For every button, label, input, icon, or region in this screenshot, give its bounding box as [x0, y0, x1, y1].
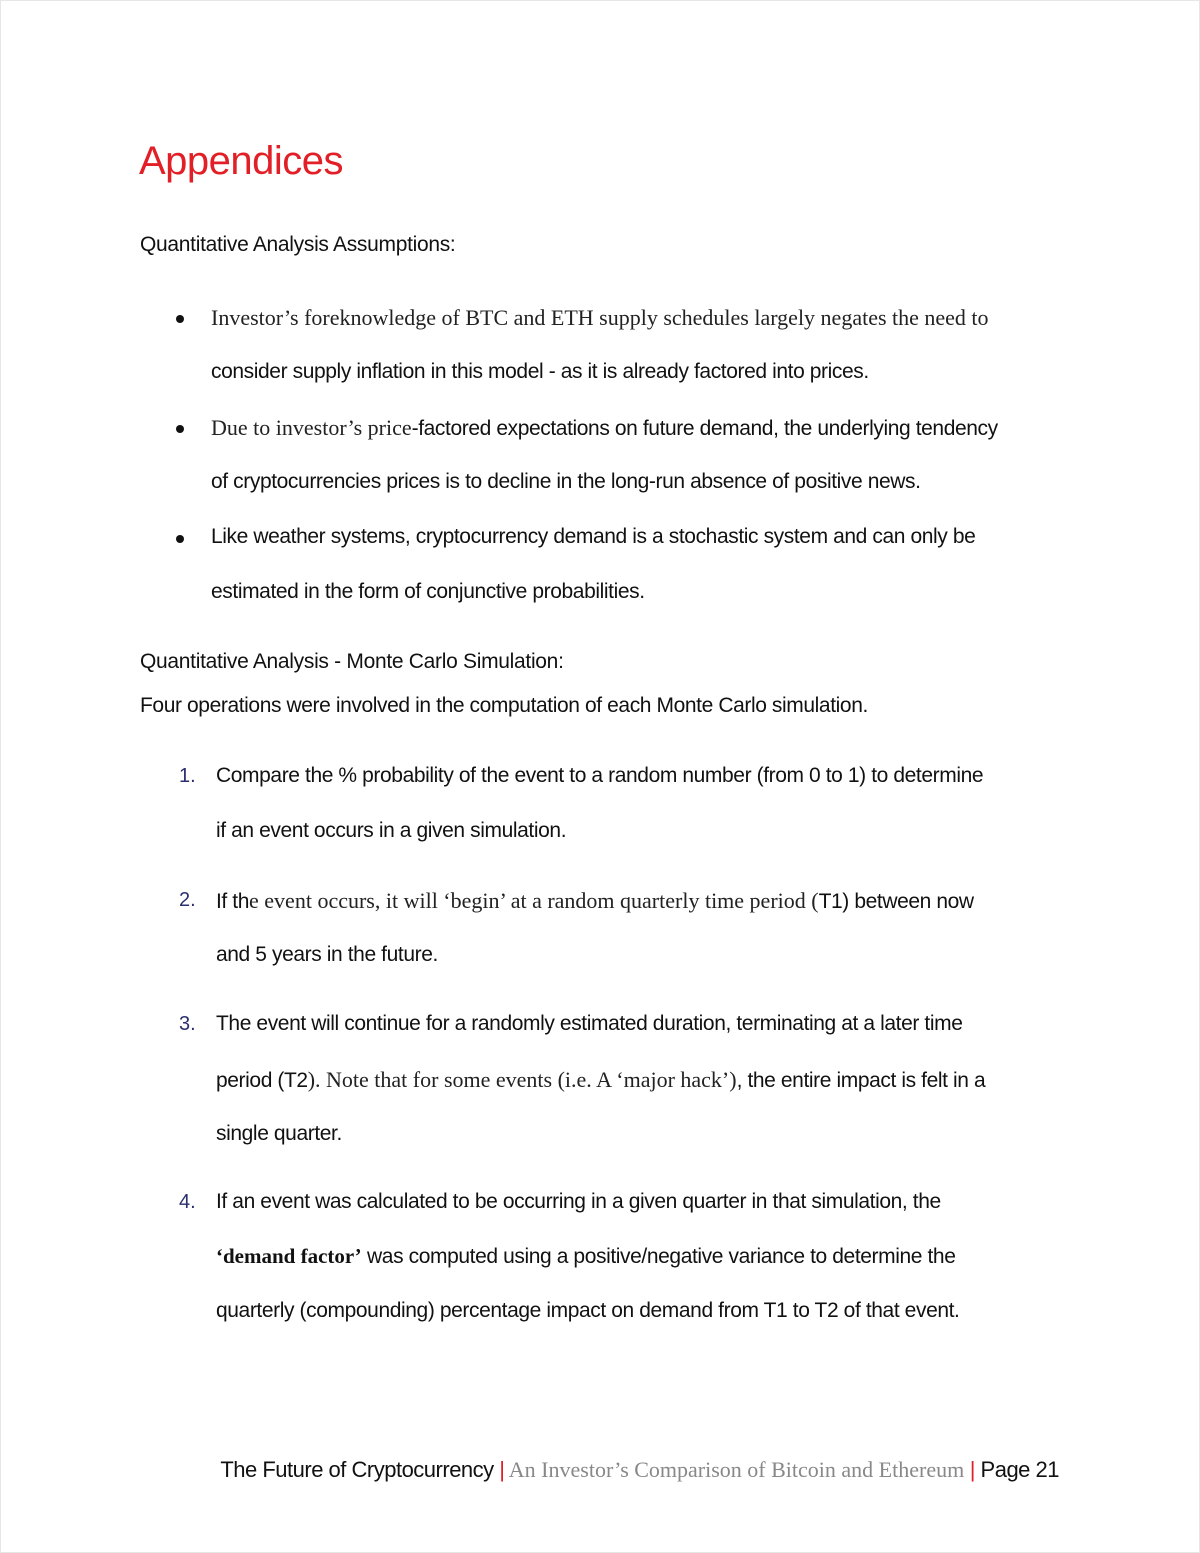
footer-subtitle: An Investor’s Comparison of Bitcoin and Ethereum [504, 1457, 970, 1482]
list-text: If th [216, 890, 250, 913]
footer-separator: | [969, 1457, 975, 1482]
list-text: period (T2 [216, 1069, 308, 1092]
section-heading-monte-carlo: Quantitative Analysis - Monte Carlo Simulation: [140, 650, 564, 673]
bullet-text: estimated in the form of conjunctive probabilities. [211, 580, 645, 603]
list-text: and 5 years in the future. [216, 943, 438, 966]
bullet-line [211, 415, 998, 441]
bullet-text: Investor’s foreknowledge of BTC and ETH supply schedules largely negates the need to [211, 305, 989, 330]
list-text: If an event was calculated to be occurring in a given quarter in that simulation, the [216, 1190, 941, 1213]
list-line [216, 1067, 985, 1093]
list-text: ). Note that for some events (i.e. A ‘major hack’) [307, 1067, 737, 1092]
list-number: 2. [179, 889, 196, 911]
bullet-text: Like weather systems, cryptocurrency demand is a stochastic system and can only be [211, 525, 976, 548]
footer-separator: | [499, 1457, 505, 1482]
bullet-text: Due to investor’s price [211, 415, 412, 440]
section-heading-assumptions: Quantitative Analysis Assumptions: [140, 233, 456, 256]
bullet-icon [176, 315, 184, 323]
list-number: 4. [179, 1191, 196, 1213]
intro-paragraph: Four operations were involved in the computation of each Monte Carlo simulation. [140, 694, 868, 717]
bullet-text: consider supply inflation in this model - as it is already factored into prices. [211, 360, 869, 383]
list-text: was computed using a positive/negative variance to determine the [361, 1245, 956, 1268]
bullet-line [211, 305, 989, 331]
list-text: e event occurs, it will ‘begin’ at a random quarterly time period ( [249, 888, 819, 913]
list-text: single quarter. [216, 1122, 342, 1145]
footer-page-number: Page 21 [974, 1457, 1059, 1482]
footer-title: The Future of Cryptocurrency [220, 1457, 500, 1482]
list-text: ‘demand factor’ [216, 1244, 362, 1268]
list-text: quarterly (compounding) percentage impact on demand from T1 to T2 of that event. [216, 1299, 960, 1322]
list-number: 1. [179, 765, 196, 787]
list-text: Compare the % probability of the event to a random number (from 0 to 1) to determine [216, 764, 984, 787]
list-text: , the entire impact is felt in a [736, 1069, 986, 1092]
page-title: Appendices [139, 139, 344, 183]
bullet-text: -factored expectations on future demand, the underlying tendency [411, 417, 998, 440]
list-text: if an event occurs in a given simulation. [216, 819, 567, 842]
bullet-icon [176, 535, 184, 543]
list-line [216, 888, 974, 914]
bullet-icon [176, 425, 184, 433]
list-text: T1) between now [818, 890, 974, 913]
list-text: The event will continue for a randomly estimated duration, terminating at a later time [216, 1012, 963, 1035]
list-number: 3. [179, 1013, 196, 1035]
bullet-text: of cryptocurrencies prices is to decline in the long-run absence of positive news. [211, 470, 921, 493]
page-footer [1, 1457, 1059, 1483]
list-line [216, 1244, 955, 1269]
